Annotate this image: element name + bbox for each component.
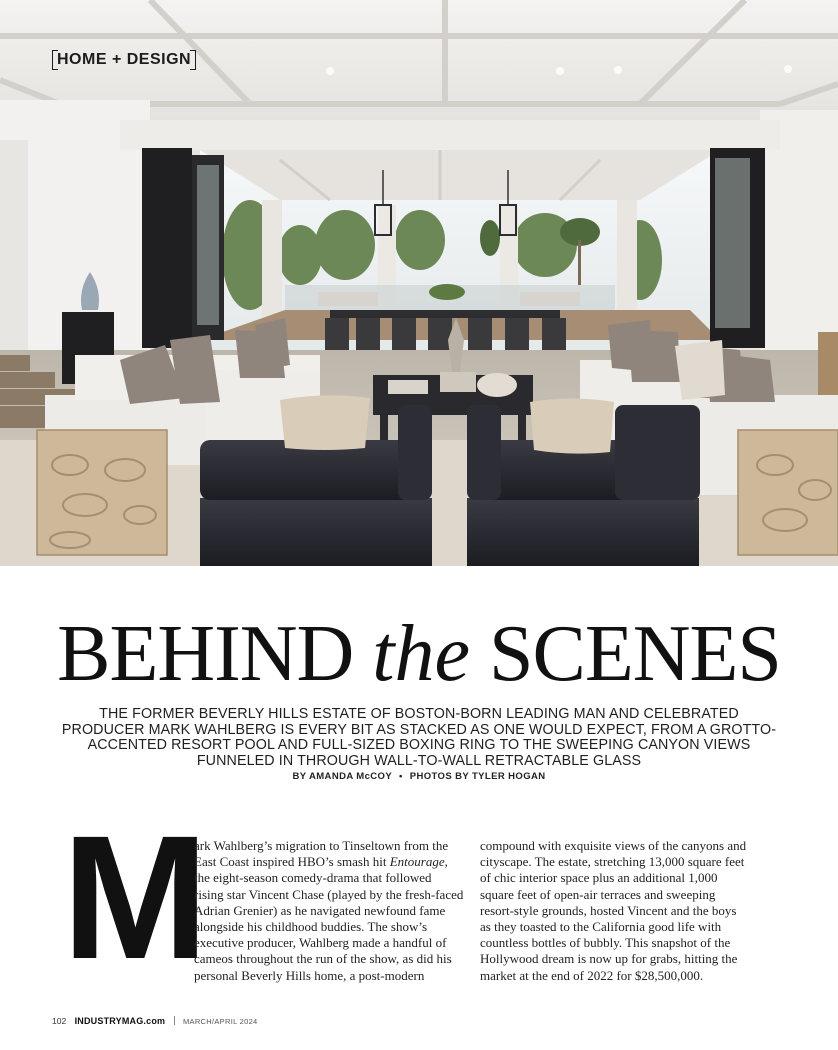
page-footer: [52, 1016, 258, 1026]
publication-name: INDUSTRYMAG.com: [74, 1016, 166, 1026]
body-column-2: compound with exquisite views of the canyons and cityscape. The estate, stretching 13,000 square feet of chic interior space plus an additional 1,000 square feet of open-air terraces and sweeping resort-style grounds, hosted Vincent and the boys as they toasted to the California good life with countless bottles of bubbly. This snapshot of the Hollywood dream is now up for grabs, hitting the market at the end of 2022 for $28,500,000.: [480, 838, 747, 983]
show-title: Entourage: [389, 854, 445, 870]
headline-part-2: the: [372, 610, 471, 698]
drop-cap: M: [62, 800, 203, 996]
headline-part-1: BEHIND: [57, 610, 373, 698]
byline: [0, 771, 838, 782]
body-text-1a: ark Wahlberg’s migration to Tinseltown from the East Coast inspired HBO’s smash hit: [194, 838, 449, 870]
issue-date: MARCH/APRIL 2024: [182, 1017, 258, 1026]
footer-divider: [174, 1016, 175, 1025]
section-tag: HOME + DESIGN: [52, 48, 196, 72]
byline-separator: •: [398, 771, 403, 782]
headline: [0, 606, 838, 702]
deck-subhead: THE FORMER BEVERLY HILLS ESTATE OF BOSTON-BORN LEADING MAN AND CELEBRATED PRODUCER MARK WAHLBERG IS EVERY BIT AS STACKED AS ONE WOULD EXPECT, FROM A GROTTO-ACCENTED RESORT POOL AND FULL-SIZED BOXING RING TO THE SWEEPING CANYON VIEWS FUNNELED IN THROUGH WALL-TO-WALL RETRACTABLE GLASS: [61, 706, 777, 769]
headline-part-3: SCENES: [470, 610, 781, 698]
body-text-1b: , the eight-season comedy-drama that followed rising star Vincent Chase (played by the fresh-faced Adrian Grenier) as he navigated newfound fame alongside his childhood buddies. The show’s executive producer, Wahlberg made a handful of cameos throughout the run of the show, as did his personal Beverly Hills home, a post-modern: [194, 854, 464, 983]
page-number: 102: [52, 1016, 67, 1026]
byline-author: BY AMANDA McCOY: [292, 771, 392, 782]
body-column-1: [194, 838, 464, 984]
byline-photographer: PHOTOS BY TYLER HOGAN: [409, 771, 546, 782]
